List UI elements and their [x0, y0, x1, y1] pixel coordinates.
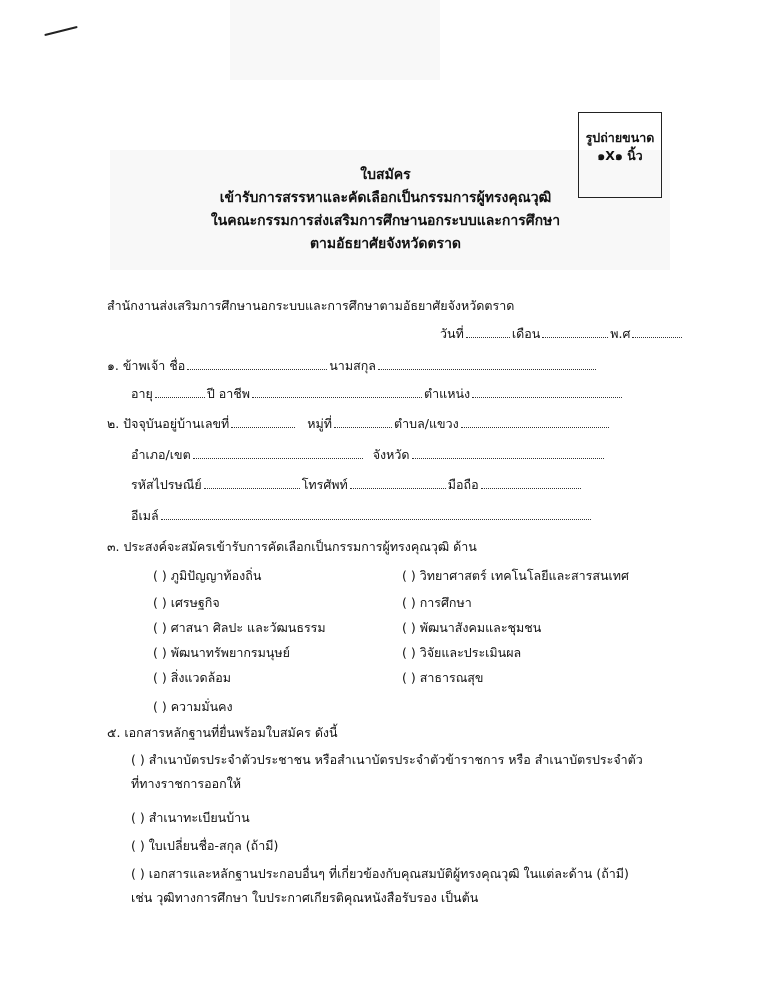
- doc-id-card-option[interactable]: ( ) สำเนาบัตรประจำตัวประชาชน หรือสำเนาบัตรประจำตัวข้าราชการ หรือ สำเนาบัตรประจำตัวที่ทางราชการออกให้: [131, 752, 643, 791]
- email-field[interactable]: [161, 519, 591, 520]
- form-title-1: ใบสมัคร: [360, 167, 411, 183]
- surname-field[interactable]: [378, 369, 596, 370]
- section2-label: ๒. ปัจจุบันอยู่บ้านเลขที่: [107, 416, 230, 431]
- date-day-label: วันที่: [440, 326, 464, 341]
- photo-box-line2: ๑X๑ นิ้ว: [597, 148, 643, 163]
- age-field[interactable]: [155, 397, 205, 398]
- doc-name-change-option[interactable]: ( ) ใบเปลี่ยนชื่อ-สกุล (ถ้ามี): [131, 838, 279, 853]
- postcode-label: รหัสไปรษณีย์: [131, 477, 202, 492]
- tambon-label: ตำบล/แขวง: [394, 416, 459, 431]
- province-field[interactable]: [412, 458, 604, 459]
- postcode-field[interactable]: [204, 488, 300, 489]
- first-name-field[interactable]: [187, 369, 327, 370]
- option-security[interactable]: ( ) ความมั่นคง: [153, 699, 233, 714]
- pen-mark: [44, 26, 77, 36]
- section2-amphoe-row: [131, 445, 606, 465]
- option-social-community[interactable]: ( ) พัฒนาสังคมและชุมชน: [402, 620, 542, 635]
- scan-shadow-top: [230, 0, 440, 80]
- position-label: ตำแหน่ง: [424, 386, 471, 401]
- email-label: อีเมล์: [131, 508, 159, 523]
- date-month-label: เดือน: [511, 326, 541, 341]
- section2-email-row: [131, 506, 593, 526]
- option-local-wisdom[interactable]: ( ) ภูมิปัญญาท้องถิ่น: [153, 568, 262, 583]
- section1-name-row: [107, 356, 598, 376]
- amphoe-field[interactable]: [193, 458, 363, 459]
- date-line: [440, 324, 684, 344]
- phone-field[interactable]: [350, 488, 446, 489]
- section1-label: ๑. ข้าพเจ้า ชื่อ: [107, 358, 186, 373]
- option-environment[interactable]: ( ) สิ่งแวดล้อม: [153, 670, 232, 685]
- form-title-2: เข้ารับการสรรหาและคัดเลือกเป็นกรรมการผู้ทรงคุณวุฒิ: [219, 190, 552, 206]
- mobile-label: มือถือ: [447, 477, 479, 492]
- option-research-evaluation[interactable]: ( ) วิจัยและประเมินผล: [402, 645, 522, 660]
- date-year-label: พ.ศ: [610, 326, 631, 341]
- age-label: อายุ: [131, 386, 153, 401]
- amphoe-label: อำเภอ/เขต: [131, 447, 191, 462]
- moo-label: หมู่ที่: [307, 416, 333, 431]
- form-title-3: ในคณะกรรมการส่งเสริมการศึกษานอกระบบและการศึกษา: [210, 213, 561, 229]
- option-public-health[interactable]: ( ) สาธารณสุข: [402, 670, 484, 685]
- section1-age-row: [131, 384, 624, 404]
- position-field[interactable]: [472, 397, 622, 398]
- section5-label: ๕. เอกสารหลักฐานที่ยื่นพร้อมใบสมัคร ดังนี้: [107, 725, 338, 740]
- option-religion-arts-culture[interactable]: ( ) ศาสนา ศิลปะ และวัฒนธรรม: [153, 620, 326, 635]
- tambon-field[interactable]: [461, 427, 609, 428]
- recipient-office: สำนักงานส่งเสริมการศึกษานอกระบบและการศึกษาตามอัธยาศัยจังหวัดตราด: [107, 298, 515, 313]
- option-education[interactable]: ( ) การศึกษา: [402, 595, 472, 610]
- phone-label: โทรศัพท์: [301, 477, 348, 492]
- surname-label: นามสกุล: [329, 358, 376, 373]
- option-human-resources[interactable]: ( ) พัฒนาทรัพยากรมนุษย์: [153, 645, 290, 660]
- section2-address-row: [107, 414, 611, 434]
- moo-field[interactable]: [334, 427, 392, 428]
- province-label: จังหวัด: [372, 447, 410, 462]
- date-year-field[interactable]: [632, 337, 682, 338]
- date-day-field[interactable]: [466, 337, 510, 338]
- photo-box-line1: รูปถ่ายขนาด: [585, 130, 655, 145]
- form-title-4: ตามอัธยาศัยจังหวัดตราด: [309, 236, 462, 252]
- option-economy[interactable]: ( ) เศรษฐกิจ: [153, 595, 220, 610]
- section2-contact-row: [131, 475, 583, 495]
- occupation-label: ปี อาชีพ: [206, 386, 251, 401]
- occupation-field[interactable]: [252, 397, 422, 398]
- doc-other-evidence-option[interactable]: ( ) เอกสารและหลักฐานประกอบอื่นๆ ที่เกี่ยวข้องกับคุณสมบัติผู้ทรงคุณวุฒิ ในแต่ละด้าน (ถ้ามี) เช่น วุฒิทางการศึกษา ใบประกาศเกียรติคุณหนังสือรับรอง เป็นต้น: [131, 866, 629, 905]
- option-science-technology[interactable]: ( ) วิทยาศาสตร์ เทคโนโลยีและสารสนเทศ: [402, 568, 629, 583]
- doc-house-registration-option[interactable]: ( ) สำเนาทะเบียนบ้าน: [131, 810, 250, 825]
- date-month-field[interactable]: [542, 337, 608, 338]
- house-number-field[interactable]: [231, 427, 295, 428]
- section3-label: ๓. ประสงค์จะสมัครเข้ารับการคัดเลือกเป็นกรรมการผู้ทรงคุณวุฒิ ด้าน: [107, 539, 477, 554]
- mobile-field[interactable]: [481, 488, 581, 489]
